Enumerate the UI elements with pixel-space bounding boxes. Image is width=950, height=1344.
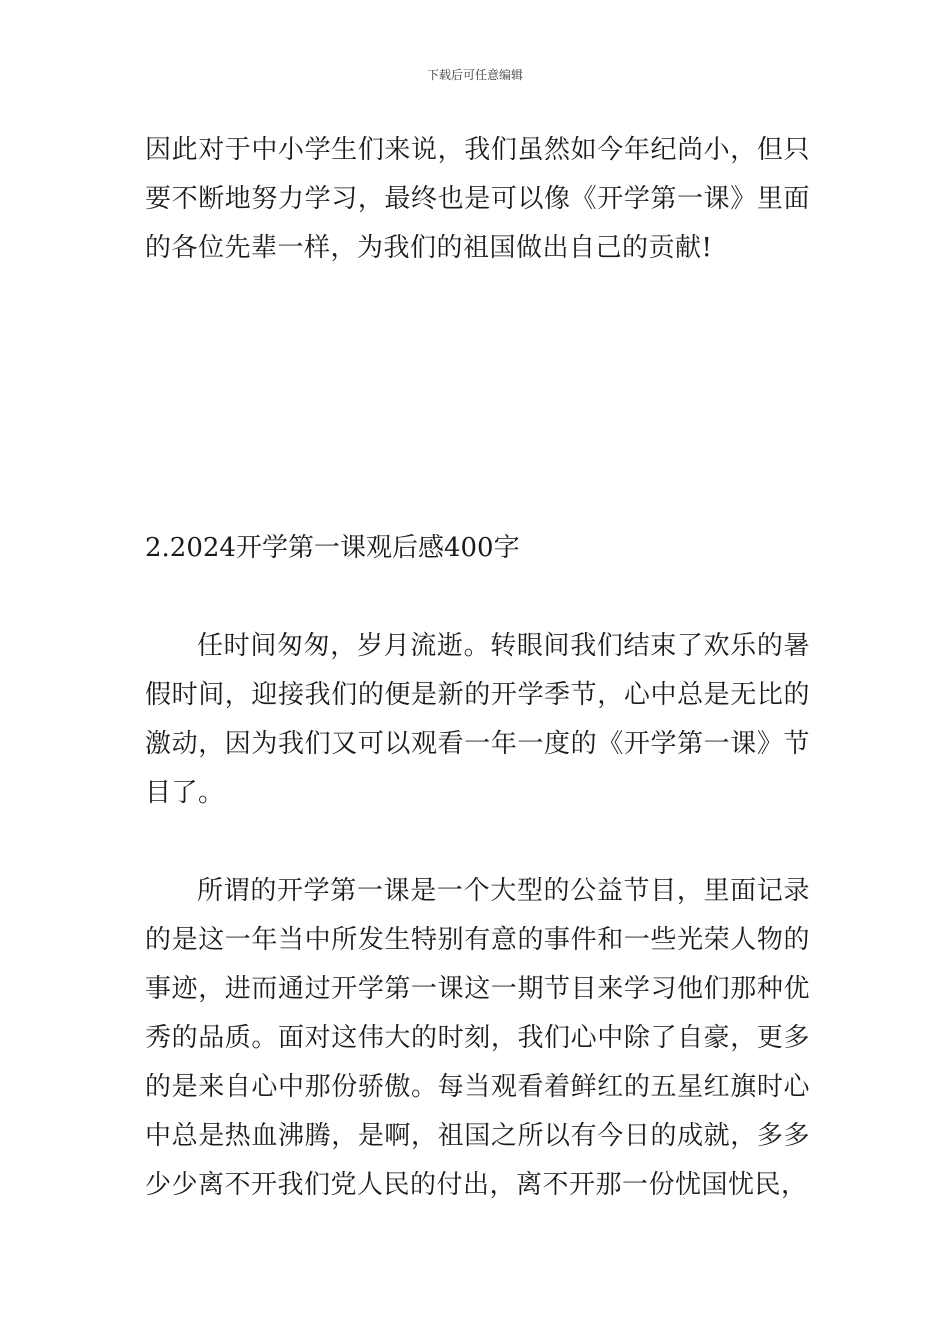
section-heading: 2.2024开学第一课观后感400字 bbox=[145, 533, 520, 563]
body-paragraph: 任时间匆匆，岁月流逝。转眼间我们结束了欢乐的暑假时间，迎接我们的便是新的开学季节，心中总是无比的激动，因为我们又可以观看一年一度的《开学第一课》节目了。 bbox=[145, 631, 810, 808]
body-paragraph: 所谓的开学第一课是一个大型的公益节目，里面记录的是这一年当中所发生特别有意的事件和一些光荣人物的事迹，进而通过开学第一课这一期节目来学习他们那种优秀的品质。面对这伟大的时刻，我们心中除了自豪，更多的是来自心中那份骄傲。每当观看着鲜红的五星红旗时心中总是热血沸腾，是啊，祖国之所以有今日的成就，多多少少离不开我们党人民的付出，离不开那一份忧国忧民， bbox=[145, 876, 810, 1200]
header-note: 下载后可任意编辑 bbox=[426, 68, 523, 82]
body-paragraph: 因此对于中小学生们来说，我们虽然如今年纪尚小，但只要不断地努力学习，最终也是可以像《开学第一课》里面的各位先辈一样，为我们的祖国做出自己的贡献! bbox=[145, 135, 810, 263]
